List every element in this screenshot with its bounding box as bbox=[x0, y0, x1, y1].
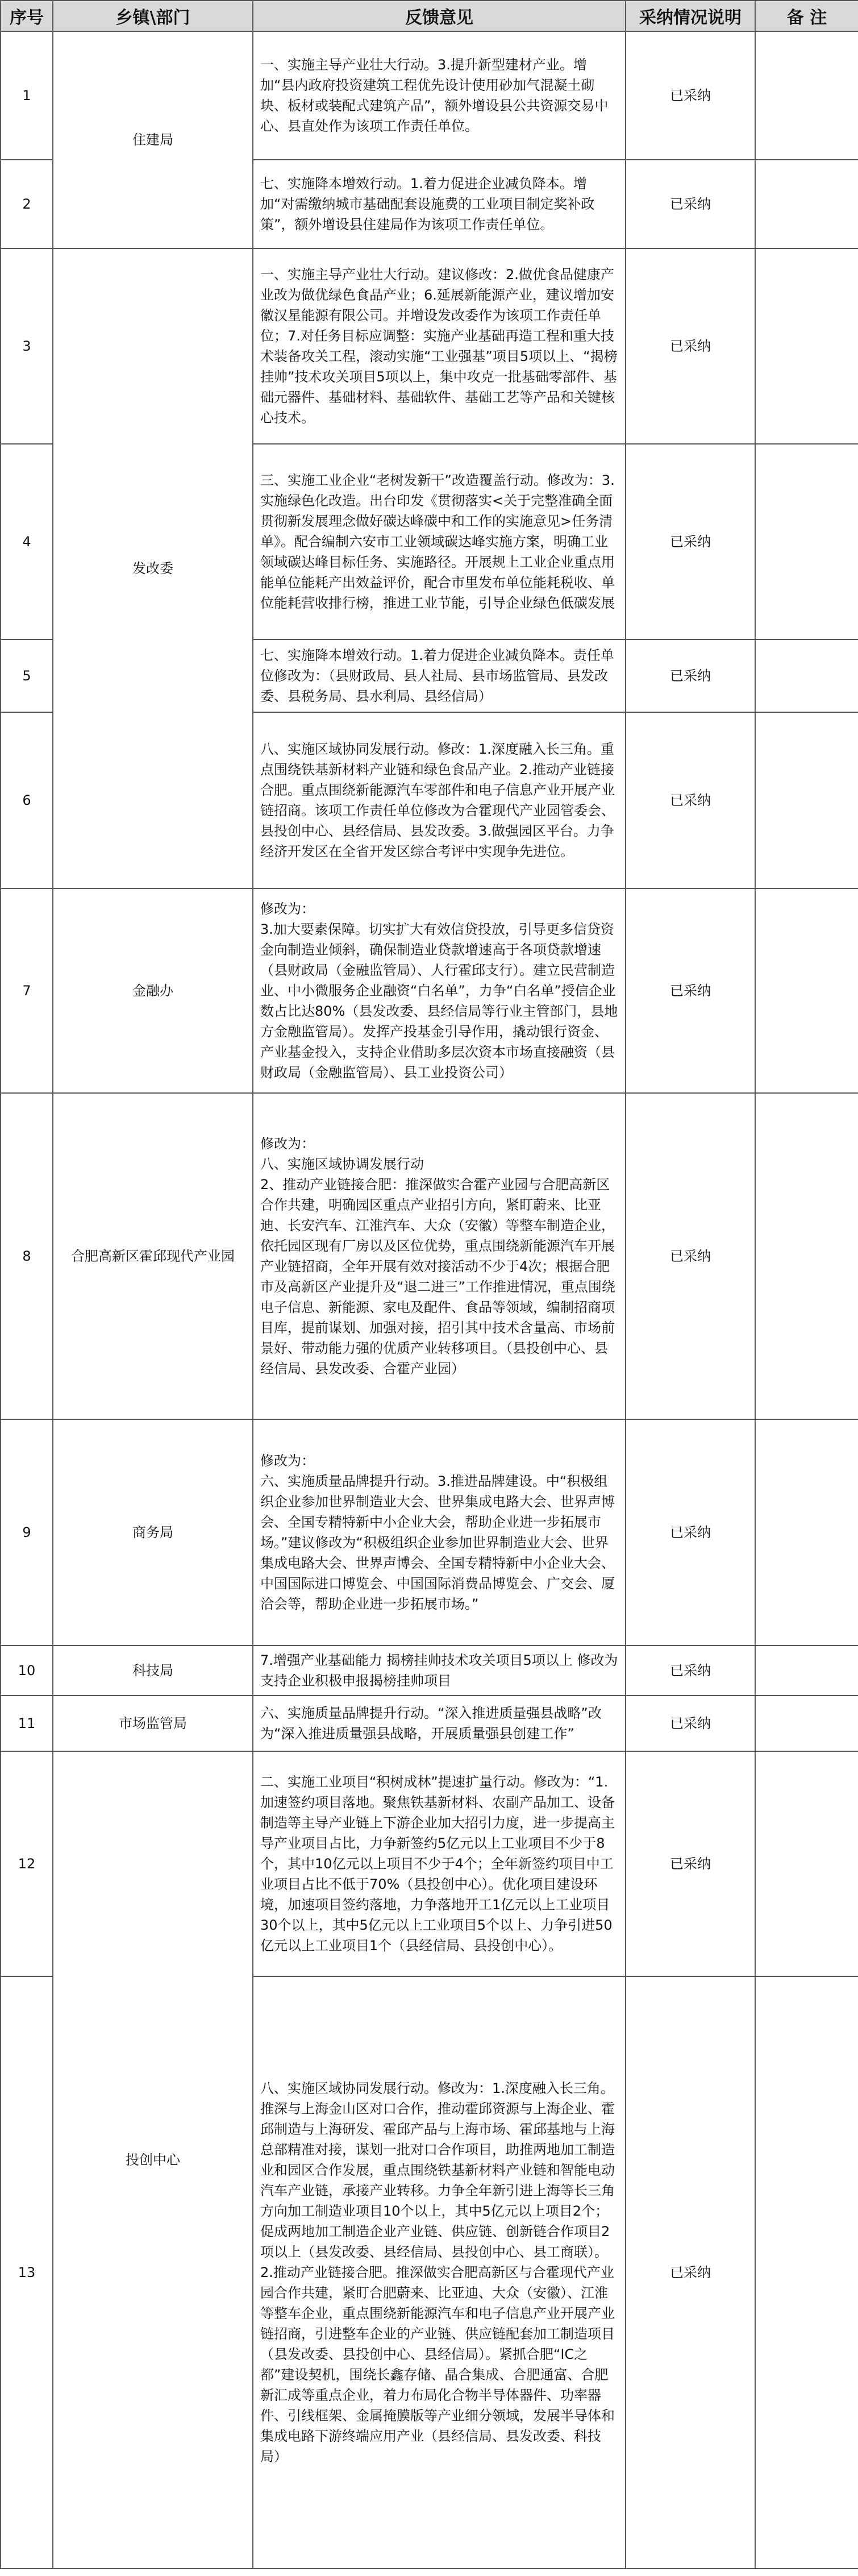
status-cell: 已采纳 bbox=[626, 31, 755, 160]
department-cell: 市场监管局 bbox=[53, 1696, 253, 1751]
status-cell: 已采纳 bbox=[626, 160, 755, 248]
header-no: 序号 bbox=[1, 1, 53, 31]
row-number: 3 bbox=[1, 248, 53, 444]
remark-cell bbox=[755, 1646, 858, 1696]
status-cell: 已采纳 bbox=[626, 639, 755, 712]
table-row bbox=[1, 1093, 858, 1419]
feedback-cell: 七、实施降本增效行动。1.着力促进企业减负降本。增加“对需缴纳城市基础配套设施费的工业项目制定奖补政策”，额外增设县住建局作为该项工作责任单位。 bbox=[253, 160, 626, 248]
department-cell: 发改委 bbox=[53, 248, 253, 888]
status-cell: 已采纳 bbox=[626, 888, 755, 1093]
department-cell: 科技局 bbox=[53, 1646, 253, 1696]
remark-cell bbox=[755, 1976, 858, 2569]
row-number: 10 bbox=[1, 1646, 53, 1696]
status-cell: 已采纳 bbox=[626, 1419, 755, 1646]
row-number: 6 bbox=[1, 712, 53, 888]
feedback-cell: 7.增强产业基础能力 揭榜挂帅技术攻关项目5项以上 修改为 支持企业积极申报揭榜挂帅项目 bbox=[253, 1646, 626, 1696]
department-cell: 住建局 bbox=[53, 31, 253, 248]
header-dept: 乡镇\部门 bbox=[53, 1, 253, 31]
table-row bbox=[1, 1696, 858, 1751]
feedback-cell: 六、实施质量品牌提升行动。“深入推进质量强县战略”改为“深入推进质量强县战略，开展质量强县创建工作” bbox=[253, 1696, 626, 1751]
table-row bbox=[1, 248, 858, 444]
row-number: 12 bbox=[1, 1751, 53, 1976]
remark-cell bbox=[755, 248, 858, 444]
remark-cell bbox=[755, 160, 858, 248]
header-feedback: 反馈意见 bbox=[253, 1, 626, 31]
status-cell: 已采纳 bbox=[626, 444, 755, 639]
department-cell: 合肥高新区霍邱现代产业园 bbox=[53, 1093, 253, 1419]
department-cell: 商务局 bbox=[53, 1419, 253, 1646]
remark-cell bbox=[755, 1093, 858, 1419]
feedback-cell: 修改为： 3.加大要素保障。切实扩大有效信贷投放，引导更多信贷资金向制造业倾斜，确保制造业贷款增速高于各项贷款增速（县财政局（金融监管局）、人行霍邱支行）。建立民营制造业、中小微服务企业融资“白名单”，力争“白名单”授信企业数占比达80%（县发改委、县经信局等行业主管部门，县地方金融监管局）。发挥产投基金引导作用，撬动银行资金、产业基金投入，支持企业借助多层次资本市场直接融资（县财政局（金融监管局）、县工业投资公司） bbox=[253, 888, 626, 1093]
row-number: 9 bbox=[1, 1419, 53, 1646]
table-row bbox=[1, 1751, 858, 1976]
feedback-cell: 八、实施区域协同发展行动。修改：1.深度融入长三角。重点围绕铁基新材料产业链和绿色食品产业。2.推动产业链接合肥。重点围绕新能源汽车零部件和电子信息产业开展产业链招商。该项工作责任单位修改为合霍现代产业园管委会、县投创中心、县经信局、县发改委。3.做强园区平台。力争经济开发区在全省开发区综合考评中实现争先进位。 bbox=[253, 712, 626, 888]
status-cell: 已采纳 bbox=[626, 1696, 755, 1751]
table-header-row bbox=[1, 1, 858, 31]
status-cell: 已采纳 bbox=[626, 1976, 755, 2569]
remark-cell bbox=[755, 1751, 858, 1976]
row-number: 4 bbox=[1, 444, 53, 639]
feedback-cell: 八、实施区域协同发展行动。修改为：1.深度融入长三角。推深与上海金山区对口合作，推动霍邱资源与上海企业、霍邱制造与上海研发、霍邱产品与上海市场、霍邱基地与上海总部精准对接，谋划一批对口合作项目，助推两地加工制造业和园区合作发展，重点围绕铁基新材料产业链和智能电动汽车产业链，承接产业转移。力争全年新引进上海等长三角方向加工制造业项目10个以上，其中5亿元以上项目2个；促成两地加工制造企业产业链、供应链、创新链合作项目2项以上（县发改委、县经信局、县投创中心、县工商联）。2.推动产业链接合肥。推深做实合肥高新区与合霍现代产业园合作共建，紧盯合肥蔚来、比亚迪、大众（安徽）、江淮等整车企业，重点围绕新能源汽车和电子信息产业开展产业链招商，引进整车企业的产业链、供应链配套加工制造项目（县发改委、县投创中心、县经信局）。紧抓合肥“IC之都”建设契机，围绕长鑫存储、晶合集成、合肥通富、合肥新汇成等重点企业，着力布局化合物半导体器件、功率器件、引线框架、金属掩膜版等产业细分领域，发展半导体和集成电路下游终端应用产业（县经信局、县发改委、科技局） bbox=[253, 1976, 626, 2569]
feedback-cell: 二、实施工业项目“积树成林”提速扩量行动。修改为：“1.加速签约项目落地。聚焦铁基新材料、农副产品加工、设备制造等主导产业链上下游企业加大招引力度，进一步提高主导产业项目占比，力争新签约5亿元以上工业项目不少于8个，其中10亿元以上项目不少于4个；全年新签约项目中工业项目占比不低于70%（县投创中心）。优化项目建设环境，加速项目签约落地，力争落地开工1亿元以上工业项目30个以上，其中5亿元以上工业项目5个以上、力争引进50亿元以上工业项目1个（县经信局、县投创中心）。 bbox=[253, 1751, 626, 1976]
remark-cell bbox=[755, 31, 858, 160]
row-number: 8 bbox=[1, 1093, 53, 1419]
remark-cell bbox=[755, 888, 858, 1093]
header-remark: 备 注 bbox=[755, 1, 858, 31]
status-cell: 已采纳 bbox=[626, 1093, 755, 1419]
feedback-cell: 三、实施工业企业“老树发新干”改造覆盖行动。修改为：3.实施绿色化改造。出台印发《贯彻落实<关于完整准确全面贯彻新发展理念做好碳达峰碳中和工作的实施意见>任务清单》。配合编制六安市工业领域碳达峰实施方案，明确工业领域碳达峰目标任务、实施路径。开展规上工业企业重点用能单位能耗产出效益评价，配合市里发布单位能耗税收、单位能耗营收排行榜，推进工业节能，引导企业绿色低碳发展 bbox=[253, 444, 626, 639]
table-row bbox=[1, 1419, 858, 1646]
feedback-cell: 修改为： 八、实施区域协调发展行动 2、推动产业链接合肥：推深做实合霍产业园与合肥高新区合作共建，明确园区重点产业招引方向，紧盯蔚来、比亚迪、长安汽车、江淮汽车、大众（安徽）等整车制造企业，依托园区现有厂房以及区位优势，重点围绕新能源汽车开展产业链招商，全年开展有效对接活动不少于4次；根据合肥市及高新区产业提升及“退二进三”工作推进情况，重点围绕电子信息、新能源、家电及配件、食品等领域，编制招商项目库，提前谋划、加强对接，招引其中技术含量高、市场前景好、带动能力强的优质产业转移项目。（县投创中心、县经信局、县发改委、合霍产业园） bbox=[253, 1093, 626, 1419]
table-row bbox=[1, 1646, 858, 1696]
status-cell: 已采纳 bbox=[626, 248, 755, 444]
remark-cell bbox=[755, 1419, 858, 1646]
row-number: 1 bbox=[1, 31, 53, 160]
row-number: 11 bbox=[1, 1696, 53, 1751]
feedback-cell: 一、实施主导产业壮大行动。3.提升新型建材产业。增加“县内政府投资建筑工程优先设计使用砂加气混凝土砌块、板材或装配式建筑产品”，额外增设县公共资源交易中心、县直处作为该项工作责任单位。 bbox=[253, 31, 626, 160]
table-row bbox=[1, 31, 858, 160]
row-number: 7 bbox=[1, 888, 53, 1093]
department-cell: 金融办 bbox=[53, 888, 253, 1093]
row-number: 13 bbox=[1, 1976, 53, 2569]
status-cell: 已采纳 bbox=[626, 1646, 755, 1696]
remark-cell bbox=[755, 1696, 858, 1751]
status-cell: 已采纳 bbox=[626, 1751, 755, 1976]
remark-cell bbox=[755, 712, 858, 888]
feedback-cell: 修改为： 六、实施质量品牌提升行动。3.推进品牌建设。中“积极组织企业参加世界制造业大会、世界集成电路大会、世界声博会、全国专精特新中小企业大会，帮助企业进一步拓展市场。”建议修改为“积极组织企业参加世界制造业大会、世界集成电路大会、世界声博会、全国专精特新中小企业大会、中国国际进口博览会、中国国际消费品博览会、广交会、厦洽会等，帮助企业进一步拓展市场。” bbox=[253, 1419, 626, 1646]
row-number: 5 bbox=[1, 639, 53, 712]
status-cell: 已采纳 bbox=[626, 712, 755, 888]
header-status: 采纳情况说明 bbox=[626, 1, 755, 31]
remark-cell bbox=[755, 444, 858, 639]
remark-cell bbox=[755, 639, 858, 712]
row-number: 2 bbox=[1, 160, 53, 248]
table-row bbox=[1, 888, 858, 1093]
department-cell: 投创中心 bbox=[53, 1751, 253, 2569]
feedback-cell: 一、实施主导产业壮大行动。建议修改：2.做优食品健康产业改为做优绿色食品产业；6.延展新能源产业，建议增加安徽汉星能源有限公司。并增设发改委作为该项工作责任单位；7.对任务目标应调整：实施产业基础再造工程和重大技术装备攻关工程，滚动实施“工业强基”项目5项以上、“揭榜挂帅”技术攻关项目5项以上，集中攻克一批基础零部件、基础元器件、基础材料、基础软件、基础工艺等产品和关键核心技术。 bbox=[253, 248, 626, 444]
feedback-cell: 七、实施降本增效行动。1.着力促进企业减负降本。责任单位修改为：（县财政局、县人社局、县市场监管局、县发改委、县税务局、县水利局、县经信局） bbox=[253, 639, 626, 712]
